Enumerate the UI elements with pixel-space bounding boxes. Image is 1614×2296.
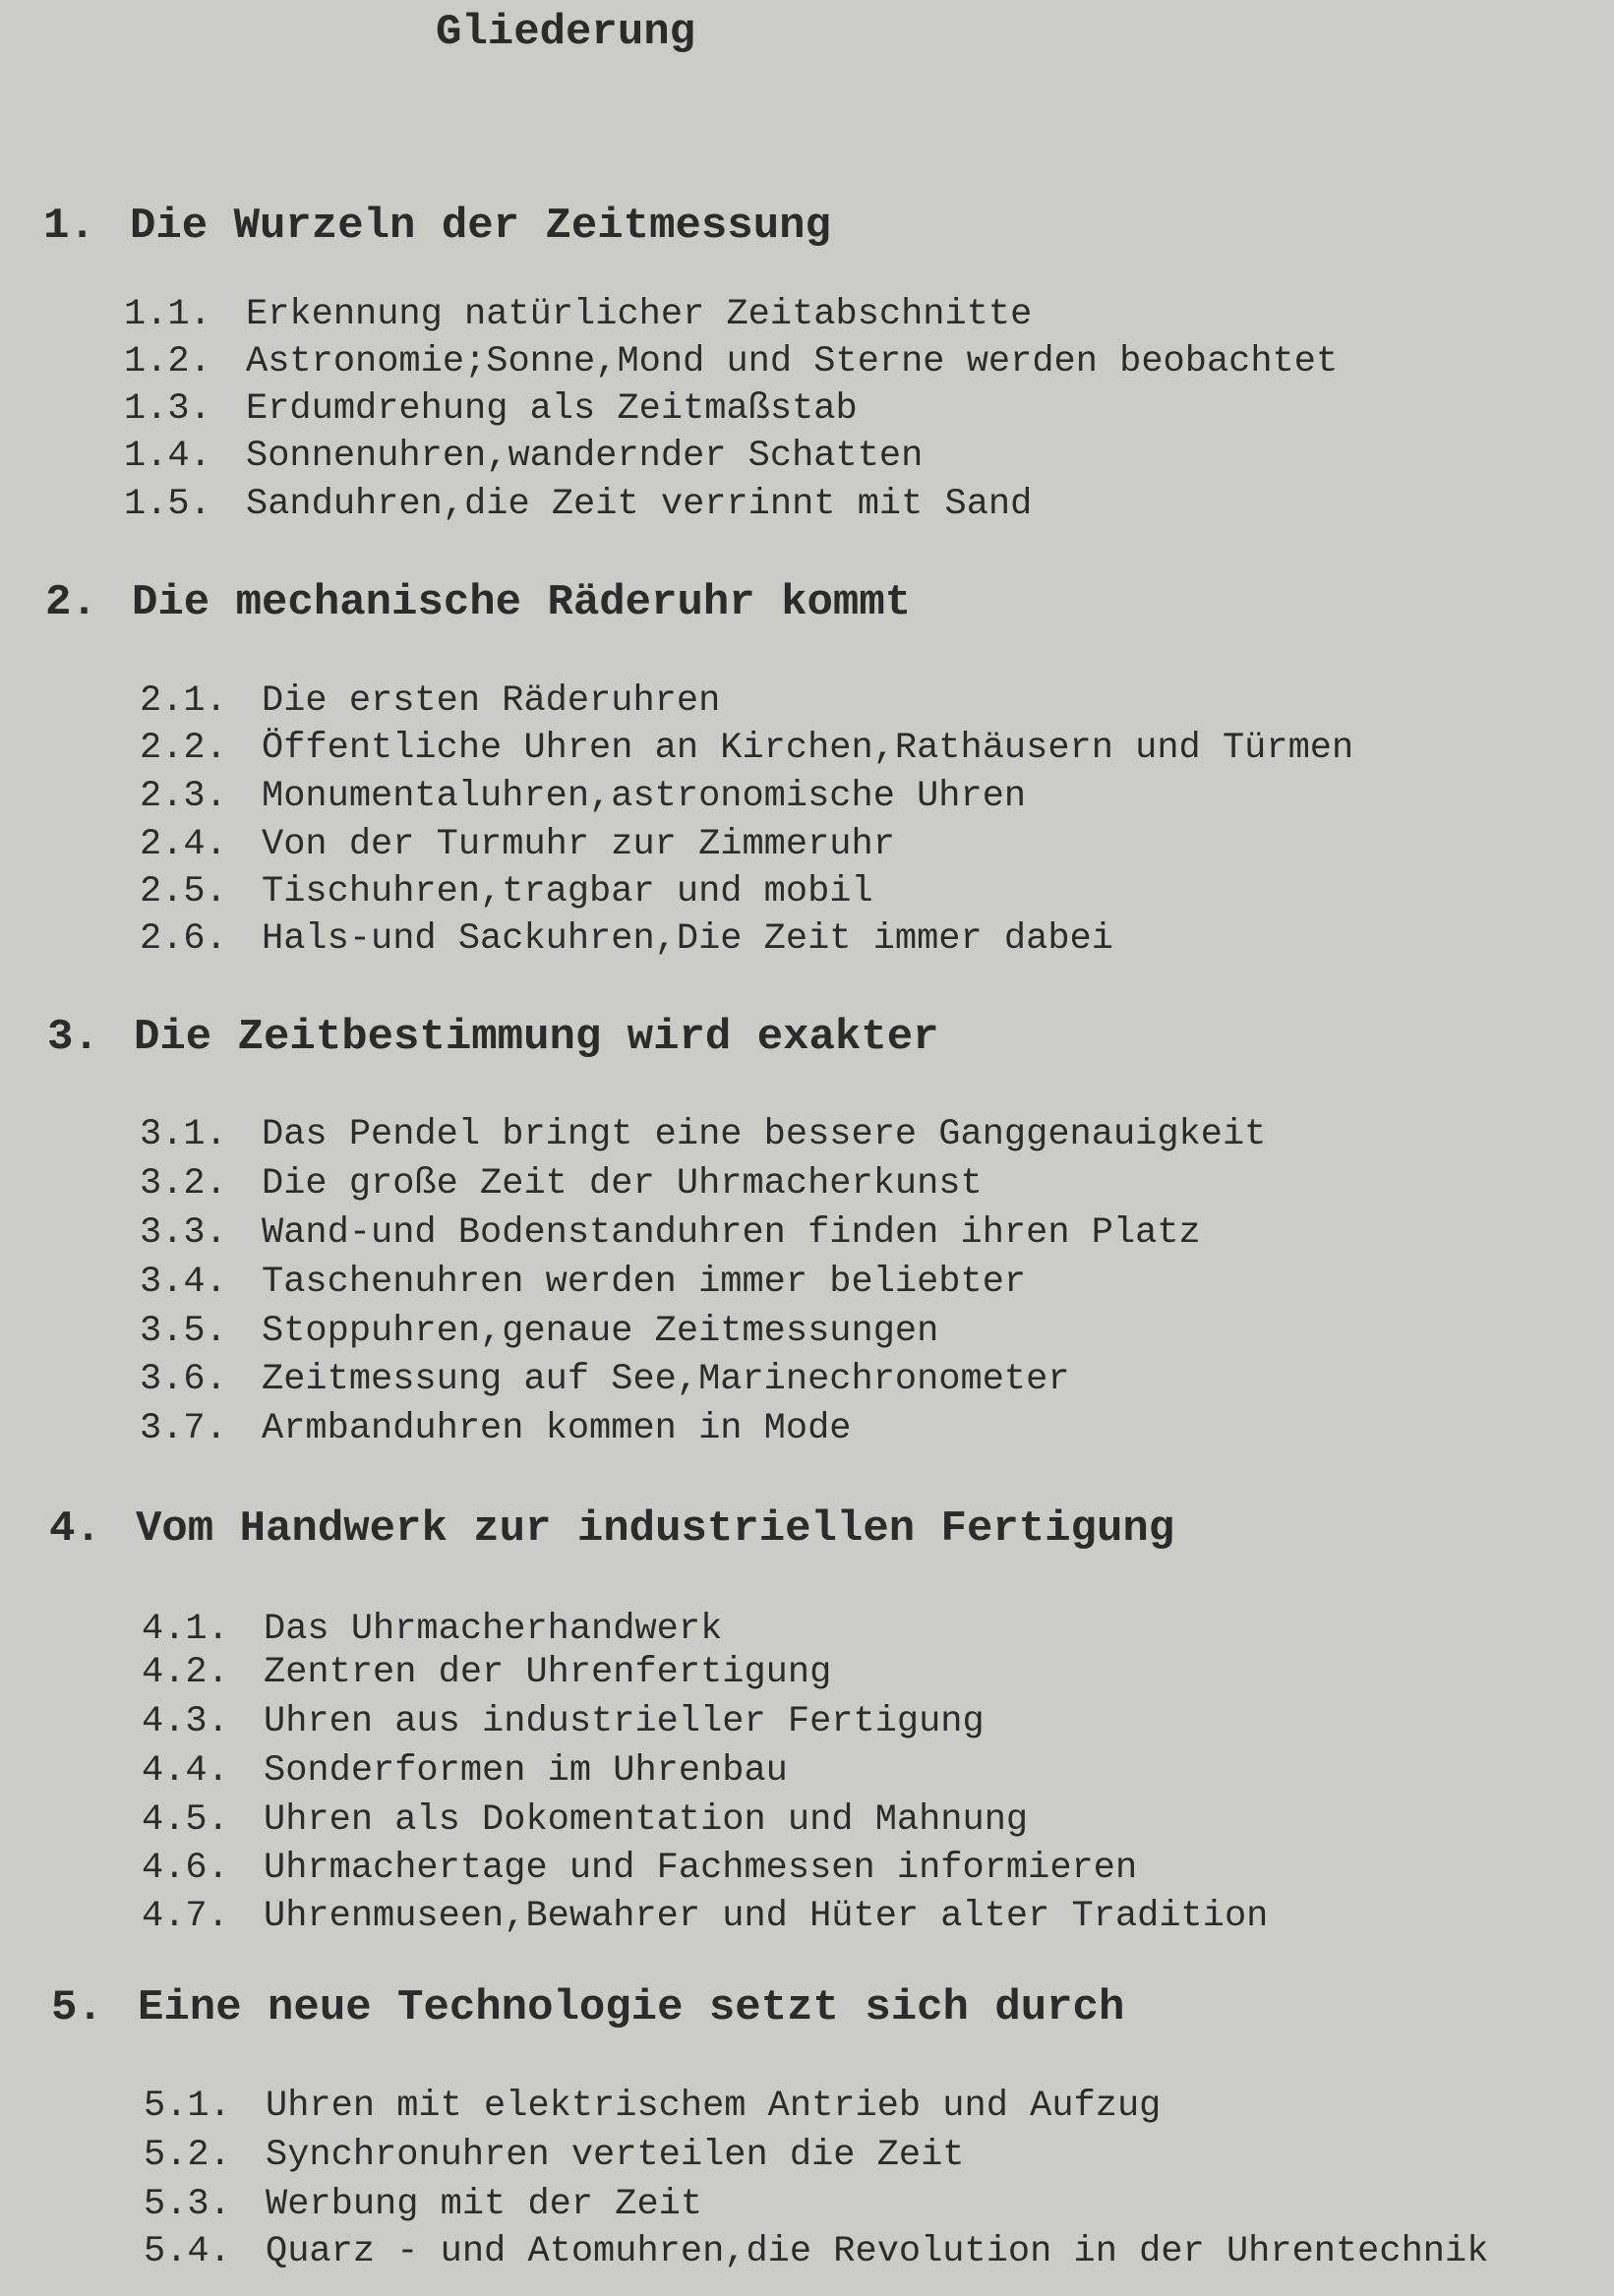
- list-item: [124, 341, 1338, 383]
- list-item: [140, 824, 895, 865]
- item-number: 3.4.: [140, 1262, 227, 1303]
- item-text: Erdumdrehung als Zeitmaßstab: [246, 388, 858, 430]
- item-number: 3.6.: [140, 1359, 227, 1400]
- item-text: Uhren als Dokomentation und Mahnung: [264, 1799, 1029, 1841]
- list-item: [140, 871, 873, 913]
- item-number: 1.1.: [124, 294, 211, 335]
- section-title: Eine neue Technologie setzt sich durch: [138, 1983, 1125, 2032]
- item-text: Stoppuhren,genaue Zeitmessungen: [262, 1311, 939, 1352]
- section-title: Vom Handwerk zur industriellen Fertigung: [136, 1504, 1175, 1554]
- item-text: Monumentaluhren,astronomische Uhren: [262, 776, 1027, 817]
- item-text: Quarz - und Atomuhren,die Revolution in der Uhrentechnik: [266, 2231, 1489, 2272]
- list-item: [140, 1359, 1070, 1400]
- list-item: [124, 388, 858, 430]
- list-item: [140, 680, 720, 722]
- item-text: Wand-und Bodenstanduhren finden ihren Platz: [262, 1212, 1201, 1254]
- item-number: 1.4.: [124, 436, 211, 477]
- item-text: Die große Zeit der Uhrmacherkunst: [262, 1163, 983, 1205]
- section-heading: [47, 1013, 939, 1062]
- section-heading: [43, 202, 831, 251]
- list-item: [140, 918, 1113, 960]
- item-text: Werbung mit der Zeit: [266, 2184, 703, 2225]
- section-heading: [49, 1504, 1174, 1554]
- item-number: 4.4.: [142, 1750, 229, 1792]
- item-number: 4.5.: [142, 1799, 229, 1841]
- list-item: [142, 1799, 1028, 1841]
- item-text: Hals-und Sackuhren,Die Zeit immer dabei: [262, 918, 1113, 960]
- item-number: 1.2.: [124, 341, 211, 383]
- item-number: 4.2.: [142, 1652, 229, 1693]
- item-number: 2.1.: [140, 680, 227, 722]
- item-text: Zeitmessung auf See,Marinechronometer: [262, 1359, 1070, 1400]
- item-number: 2.2.: [140, 728, 227, 769]
- list-item: [140, 1163, 983, 1205]
- list-item: [124, 484, 1032, 525]
- list-item: [142, 1896, 1268, 1937]
- list-item: [142, 1609, 722, 1650]
- item-number: 1.3.: [124, 388, 211, 430]
- item-number: 5.2.: [144, 2135, 231, 2176]
- item-text: Tischuhren,tragbar und mobil: [262, 871, 873, 913]
- item-number: 4.3.: [142, 1701, 229, 1742]
- section-number: 4.: [49, 1504, 101, 1554]
- item-number: 2.6.: [140, 918, 227, 960]
- item-number: 4.1.: [142, 1609, 229, 1650]
- list-item: [140, 1212, 1201, 1254]
- item-text: Synchronuhren verteilen die Zeit: [266, 2135, 965, 2176]
- item-number: 2.3.: [140, 776, 227, 817]
- list-item: [142, 1652, 831, 1693]
- item-text: Taschenuhren werden immer beliebter: [262, 1262, 1027, 1303]
- list-item: [140, 1114, 1266, 1155]
- item-number: 5.4.: [144, 2231, 231, 2272]
- item-number: 3.1.: [140, 1114, 227, 1155]
- section-heading: [51, 1983, 1124, 2032]
- item-number: 3.3.: [140, 1212, 227, 1254]
- item-text: Armbanduhren kommen in Mode: [262, 1408, 852, 1449]
- section-title: Die Zeitbestimmung wird exakter: [134, 1013, 939, 1062]
- item-text: Uhrenmuseen,Bewahrer und Hüter alter Tradition: [264, 1896, 1269, 1937]
- list-item: [144, 2086, 1161, 2127]
- item-text: Sonderformen im Uhrenbau: [264, 1750, 788, 1792]
- list-item: [124, 436, 923, 477]
- item-text: Zentren der Uhrenfertigung: [264, 1652, 832, 1693]
- item-text: Von der Turmuhr zur Zimmeruhr: [262, 824, 895, 865]
- item-number: 5.1.: [144, 2086, 231, 2127]
- list-item: [142, 1750, 788, 1792]
- list-item: [140, 1311, 938, 1352]
- item-number: 2.4.: [140, 824, 227, 865]
- item-number: 3.7.: [140, 1408, 227, 1449]
- item-text: Sanduhren,die Zeit verrinnt mit Sand: [246, 484, 1033, 525]
- list-item: [140, 1408, 852, 1449]
- list-item: [140, 728, 1353, 769]
- page-title: Gliederung: [436, 8, 696, 57]
- item-text: Uhren aus industrieller Fertigung: [264, 1701, 985, 1742]
- section-number: 2.: [45, 578, 97, 627]
- item-text: Das Pendel bringt eine bessere Ganggenauigkeit: [262, 1114, 1267, 1155]
- list-item: [144, 2135, 965, 2176]
- section-number: 1.: [43, 202, 95, 251]
- item-number: 3.2.: [140, 1163, 227, 1205]
- item-number: 2.5.: [140, 871, 227, 913]
- item-text: Erkennung natürlicher Zeitabschnitte: [246, 294, 1033, 335]
- item-text: Öffentliche Uhren an Kirchen,Rathäusern und Türmen: [262, 728, 1354, 769]
- list-item: [142, 1701, 985, 1742]
- item-number: 4.7.: [142, 1896, 229, 1937]
- section-title: Die Wurzeln der Zeitmessung: [130, 202, 831, 251]
- item-text: Die ersten Räderuhren: [262, 680, 721, 722]
- item-text: Uhrmachertage und Fachmessen informieren: [264, 1848, 1138, 1889]
- item-text: Das Uhrmacherhandwerk: [264, 1609, 723, 1650]
- item-number: 1.5.: [124, 484, 211, 525]
- section-number: 5.: [51, 1983, 103, 2032]
- item-text: Uhren mit elektrischem Antrieb und Aufzug: [266, 2086, 1162, 2127]
- list-item: [140, 776, 1026, 817]
- item-text: Sonnenuhren,wandernder Schatten: [246, 436, 924, 477]
- item-text: Astronomie;Sonne,Mond und Sterne werden beobachtet: [246, 341, 1339, 383]
- list-item: [140, 1262, 1026, 1303]
- section-title: Die mechanische Räderuhr kommt: [132, 578, 912, 627]
- item-number: 3.5.: [140, 1311, 227, 1352]
- list-item: [142, 1848, 1137, 1889]
- item-number: 5.3.: [144, 2184, 231, 2225]
- list-item: [124, 294, 1032, 335]
- section-number: 3.: [47, 1013, 99, 1062]
- section-heading: [45, 578, 911, 627]
- list-item: [144, 2231, 1488, 2272]
- item-number: 4.6.: [142, 1848, 229, 1889]
- list-item: [144, 2184, 702, 2225]
